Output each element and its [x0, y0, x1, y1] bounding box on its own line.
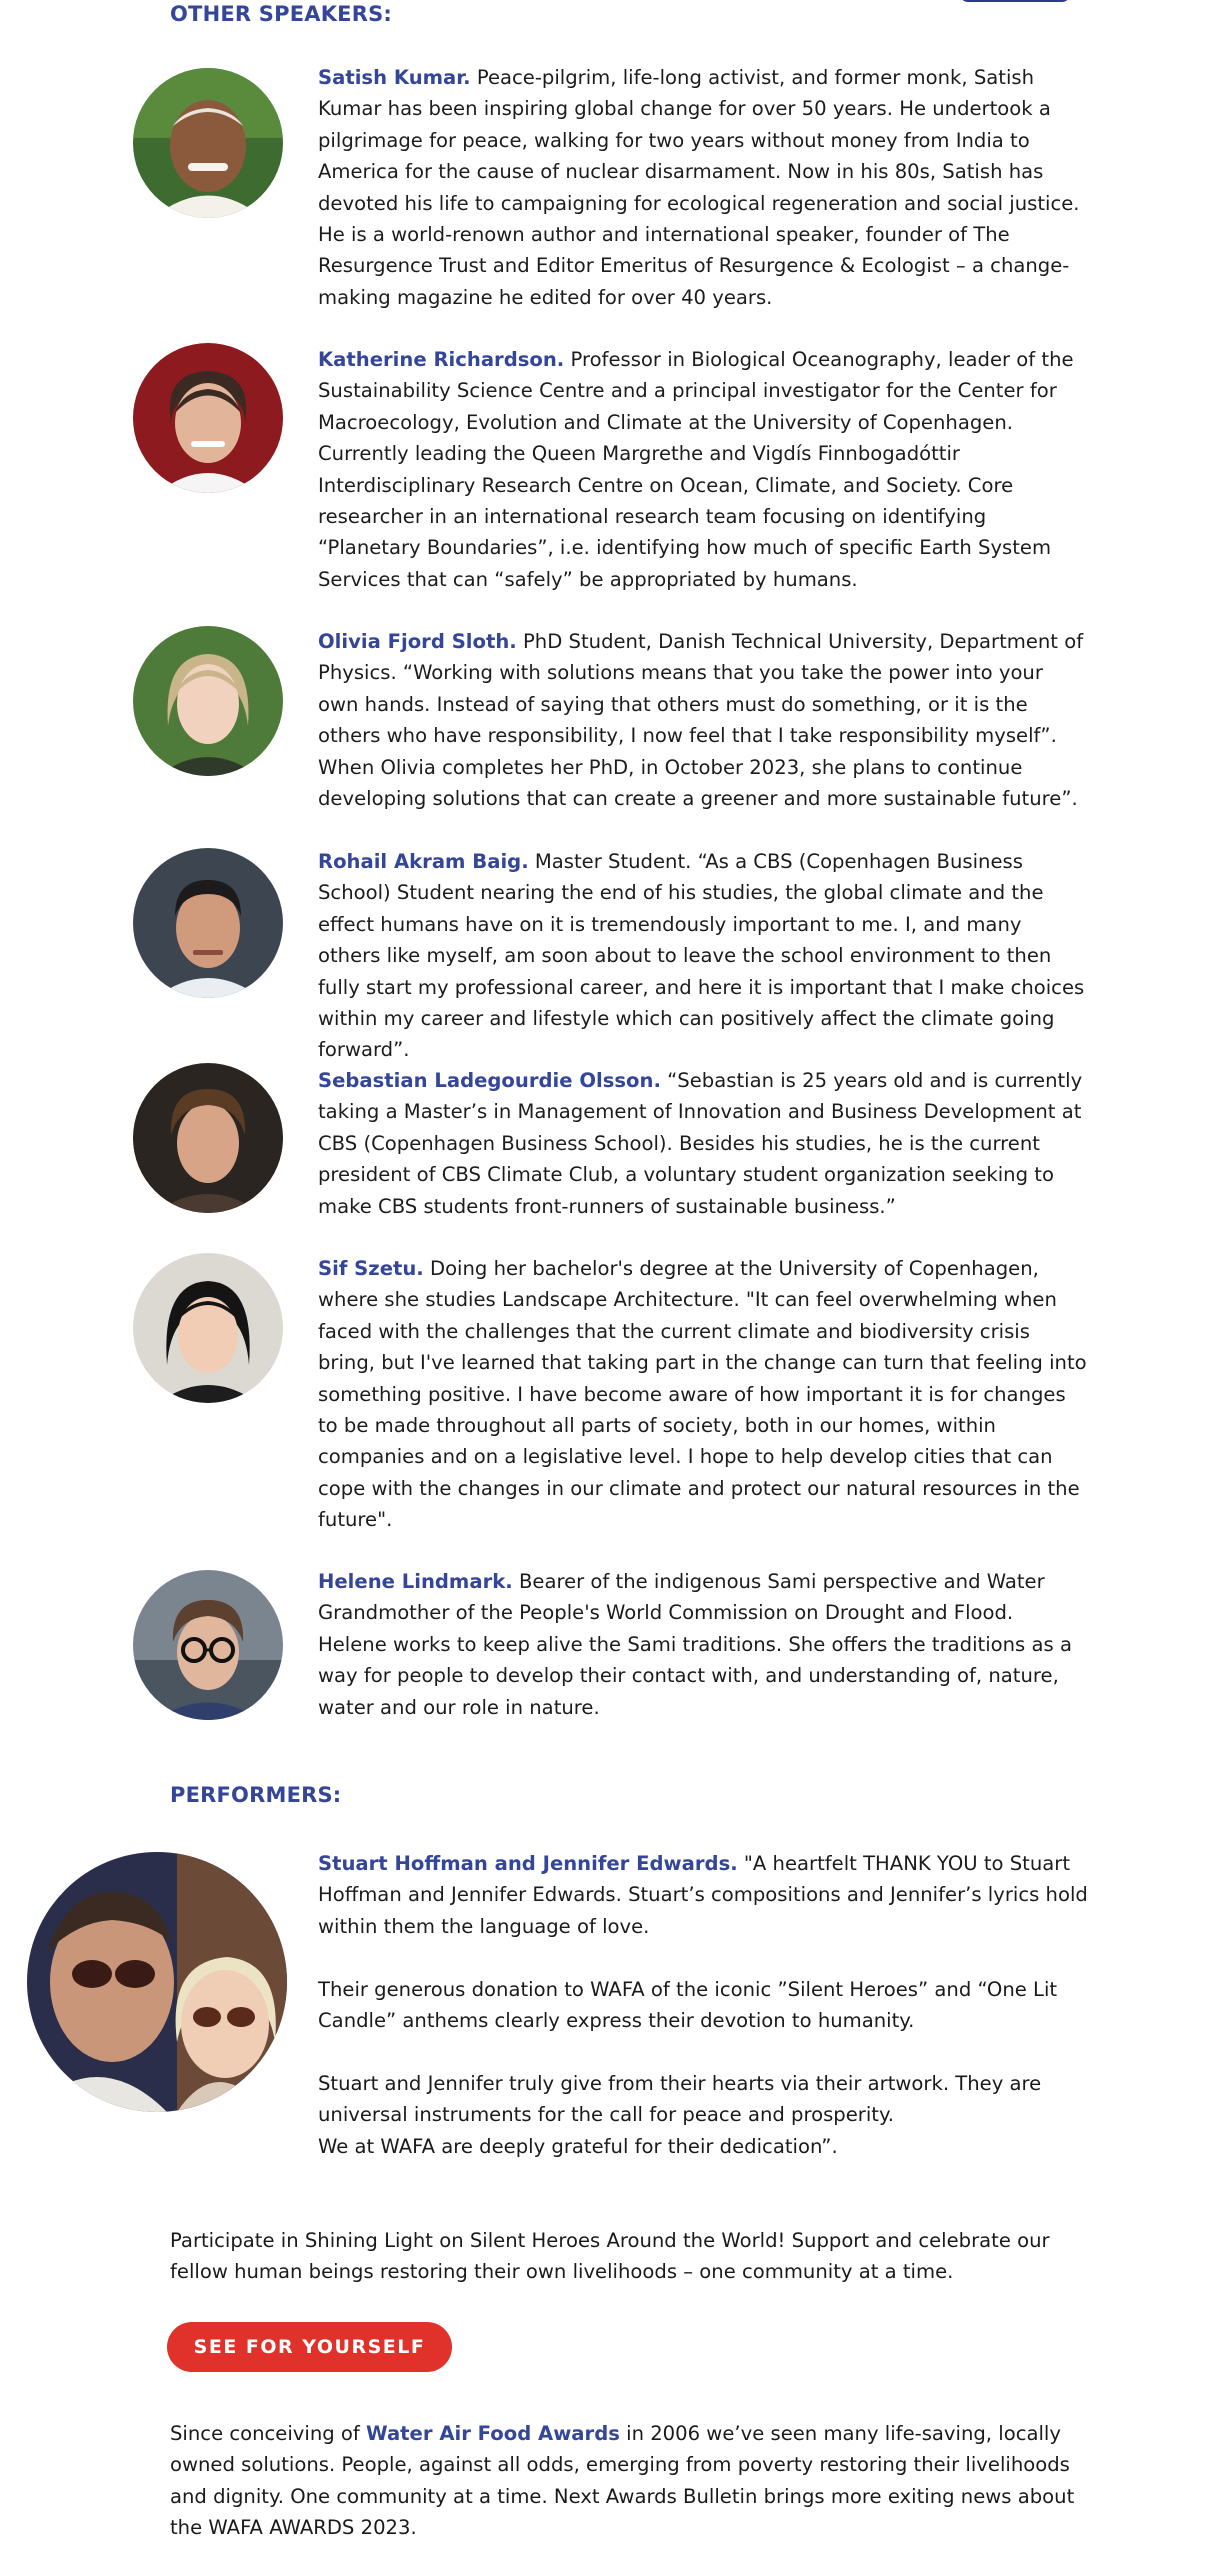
performer-gratitude-line: We at WAFA are deeply grateful for their dedication”. — [318, 2134, 838, 2158]
participate-text: Participate in Shining Light on Silent Heroes Around the World! Support and celebrate our fellow human beings restoring their own livelihoods – one community at a time. — [170, 2229, 1050, 2284]
speaker-bio — [318, 626, 1088, 814]
speaker-bio — [318, 344, 1088, 595]
speaker-photo-helene-lindmark — [133, 1570, 283, 1720]
speaker-description: Professor in Biological Oceanography, leader of the Sustainability Science Centre and a principal investigator for the Center for Macroecology, Evolution and Climate at the University of Copenhagen. Currently leading the Queen Margrethe and Vigdís Finnbogadóttir Interdisciplinary Research Centre on Ocean, Climate, and Society. Core researcher in an international research team focusing on identifying “Planetary Boundaries”, i.e. identifying how much of specific Earth System Services that can “safely” be appropriated by humans. — [318, 348, 1074, 591]
speaker-bio — [318, 846, 1088, 1066]
speaker-photo-sif-szetu — [133, 1253, 283, 1403]
since-suffix: in 2006 we’ve seen many life-saving, locally owned solutions. People, against all odds, emerging from poverty restoring their livelihoods and dignity. One community at a time. Next Awards Bulletin brings more exiting news about the WAFA AWARDS 2023. — [170, 2422, 1075, 2540]
other-speakers-heading: OTHER SPEAKERS: — [170, 2, 393, 26]
since-conceiving-text — [170, 2418, 1110, 2544]
speaker-name: Helene Lindmark. — [318, 1570, 513, 1593]
performer-description: "A heartfelt THANK YOU to Stuart Hoffman and Jennifer Edwards. Stuart’s compositions and Jennifer’s lyrics hold within them the language of love. — [318, 1852, 1088, 1938]
speaker-name: Satish Kumar. — [318, 66, 471, 89]
performer-name: Stuart Hoffman and Jennifer Edwards. — [318, 1852, 738, 1875]
see-for-yourself-button[interactable]: SEE FOR YOURSELF — [167, 2322, 452, 2372]
performer-gratitude-text — [318, 2068, 1078, 2162]
since-prefix: Since conceiving of — [170, 2422, 367, 2445]
speaker-name: Sebastian Ladegourdie Olsson. — [318, 1069, 661, 1092]
speaker-name: Sif Szetu. — [318, 1257, 424, 1280]
speaker-bio — [318, 1253, 1088, 1536]
speaker-photo-rohail-akram-baig — [133, 848, 283, 998]
speaker-name: Olivia Fjord Sloth. — [318, 630, 517, 653]
speaker-description: “Sebastian is 25 years old and is currently taking a Master’s in Management of Innovation and Business Development at CBS (Copenhagen Business School). Besides his studies, he is the current president of CBS Climate Club, a voluntary student organization seeking to make CBS students front-runners of sustainable business.” — [318, 1069, 1083, 1218]
speaker-bio — [318, 1065, 1088, 1222]
header-decoration — [960, 0, 1070, 2]
speaker-name: Katherine Richardson. — [318, 348, 565, 371]
speaker-description: Bearer of the indigenous Sami perspective and Water Grandmother of the People's World Commission on Drought and Flood. Helene works to keep alive the Sami traditions. She offers the traditions as a way for people to develop their contact with, and understanding of, nature, water and our role in nature. — [318, 1570, 1072, 1719]
performer-donation-text: Their generous donation to WAFA of the iconic ”Silent Heroes” and “One Lit Candle” anthems clearly express their devotion to humanity. — [318, 1978, 1058, 2033]
speaker-description: Peace-pilgrim, life-long activist, and former monk, Satish Kumar has been inspiring global change for over 50 years. He undertook a pilgrimage for peace, walking for two years without money from India to America for the cause of nuclear disarmament. Now in his 80s, Satish has devoted his life to campaigning for ecological regeneration and social justice. He is a world-renown author and international speaker, founder of The Resurgence Trust and Editor Emeritus of Resurgence & Ecologist – a change-making magazine he edited for over 40 years. — [318, 66, 1080, 309]
speaker-photo-satish-kumar — [133, 68, 283, 218]
water-air-food-awards-link[interactable]: Water Air Food Awards — [366, 2422, 620, 2445]
speaker-bio — [318, 1566, 1088, 1723]
speaker-name: Rohail Akram Baig. — [318, 850, 529, 873]
speaker-bio — [318, 62, 1088, 313]
performer-gratitude-line: Stuart and Jennifer truly give from their hearts via their artwork. They are universal instruments for the call for peace and prosperity. — [318, 2072, 1042, 2127]
performer-photo-stuart-jennifer — [27, 1852, 287, 2112]
speaker-photo-olivia-fjord-sloth — [133, 626, 283, 776]
speaker-photo-katherine-richardson — [133, 343, 283, 493]
performer-bio — [318, 1848, 1088, 1942]
speaker-photo-sebastian-ladegourdie-olsson — [133, 1063, 283, 1213]
speaker-description: Master Student. “As a CBS (Copenhagen Business School) Student nearing the end of his studies, the global climate and the effect humans have on it is tremendously important to me. I, and many others like myself, am soon about to leave the school environment to then fully start my professional career, and here it is important that I make choices within my career and lifestyle which can positively affect the climate going forward”. — [318, 850, 1085, 1062]
speaker-description: Doing her bachelor's degree at the University of Copenhagen, where she studies Landscape Architecture. "It can feel overwhelming when faced with the challenges that the current climate and biodiversity crisis bring, but I've learned that taking part in the change can turn that feeling into something positive. I have become aware of how important it is for changes to be made throughout all parts of society, both in our homes, within companies and on a legislative level. I hope to help develop cities that can cope with the changes in our climate and protect our natural resources in the future". — [318, 1257, 1087, 1532]
performers-heading: PERFORMERS: — [170, 1783, 342, 1807]
speaker-description: PhD Student, Danish Technical University, Department of Physics. “Working with solutions means that you take the power into your own hands. Instead of saying that others must do something, or it is the others who have responsibility, I now feel that I take responsibility myself”. When Olivia completes her PhD, in October 2023, she plans to continue developing solutions that can create a greener and more sustainable future”. — [318, 630, 1084, 811]
